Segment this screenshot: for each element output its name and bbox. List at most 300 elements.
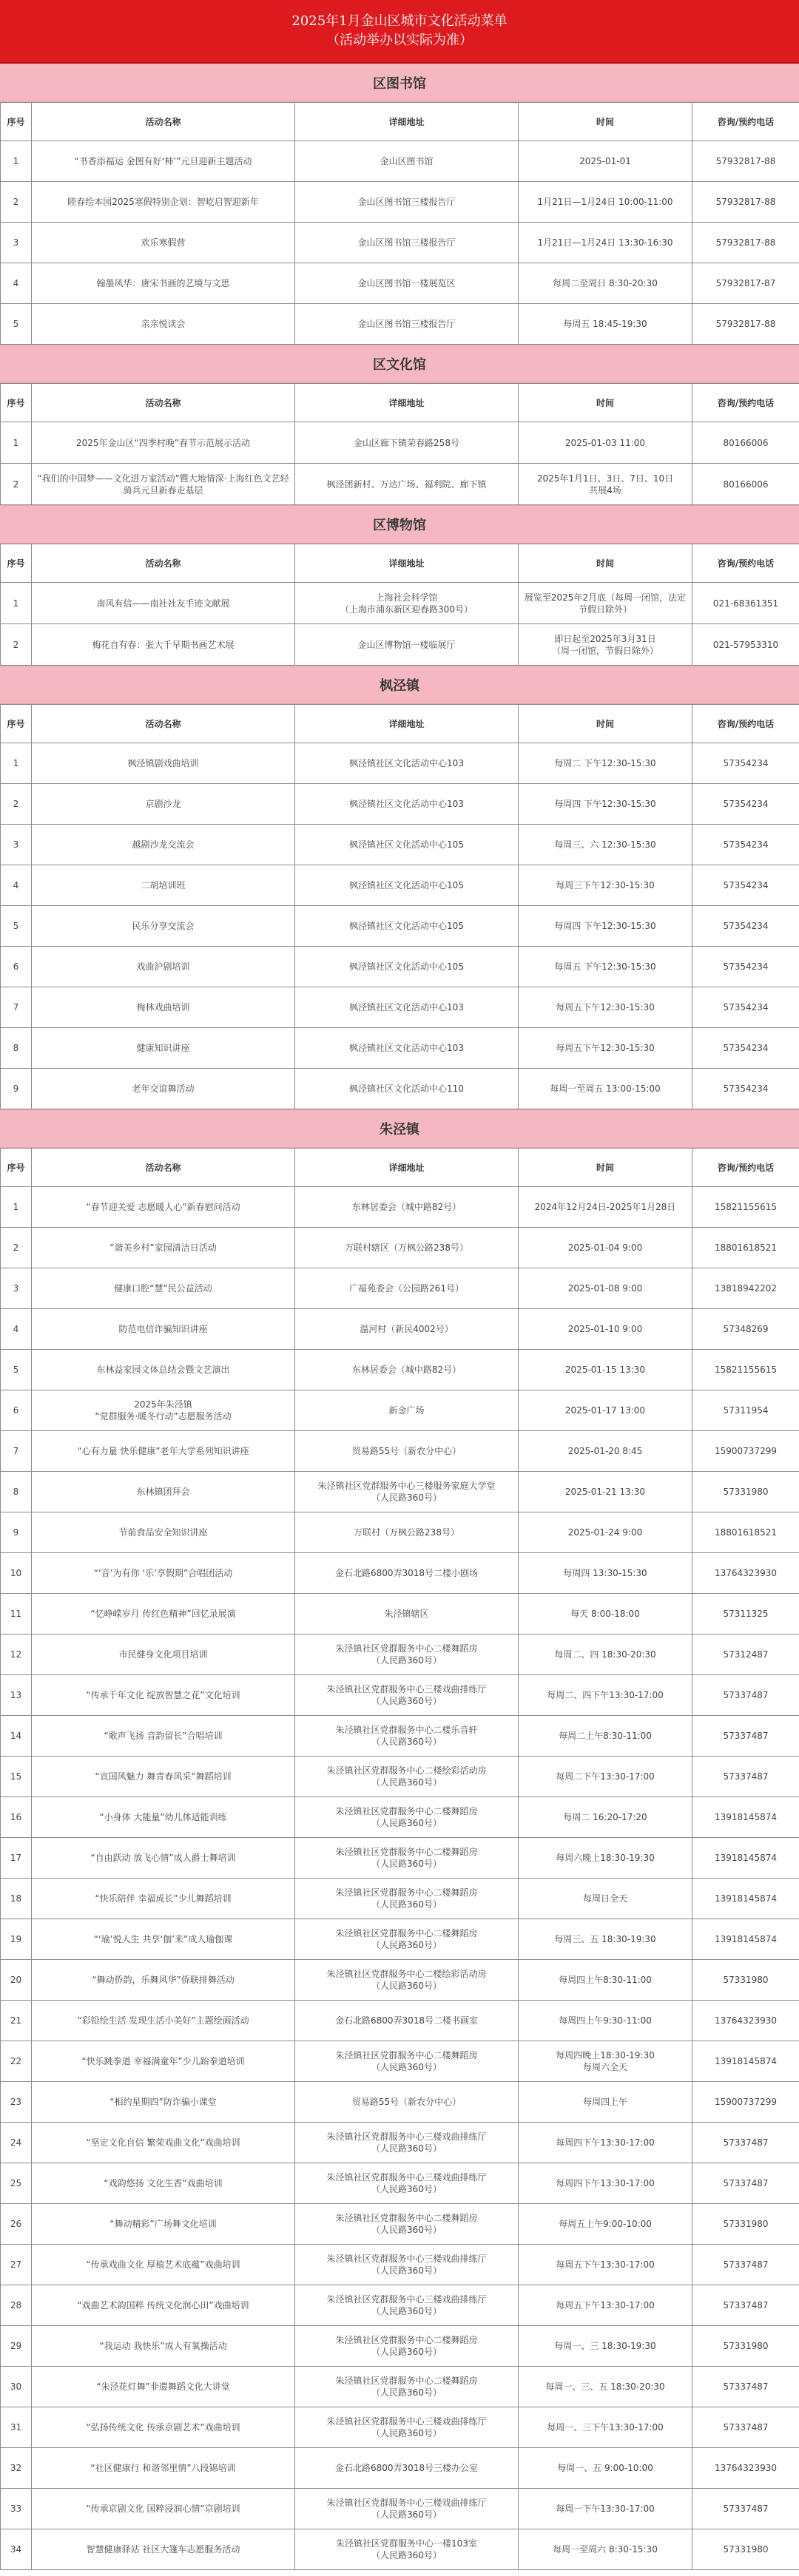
column-header-time: 时间 <box>519 103 692 141</box>
table-row <box>1 947 799 987</box>
cell-time: 每周一、五 9:00-10:00 <box>519 2448 692 2489</box>
column-header-address: 详细地址 <box>295 384 519 422</box>
cell-phone[interactable]: 57354234 <box>692 947 799 987</box>
column-header-seq: 序号 <box>1 705 32 743</box>
cell-time: 2025年1月1日、3日、7日、10日 共展4场 <box>519 464 692 505</box>
cell-time: 每周二 16:20-17:20 <box>519 1797 692 1838</box>
cell-phone[interactable]: 13764323930 <box>692 2448 799 2489</box>
column-header-time: 时间 <box>519 1149 692 1187</box>
cell-address: 金山区图书馆三楼报告厅 <box>295 223 519 263</box>
cell-phone[interactable]: 15900737299 <box>692 2082 799 2123</box>
cell-time: 每周四上午8:30-11:00 <box>519 1960 692 2001</box>
column-header-seq: 序号 <box>1 544 32 583</box>
cell-address: 朱泾镇社区党群服务中心二楼舞蹈房 （人民路360号） <box>295 2041 519 2082</box>
section-heading: 朱泾镇 <box>0 1109 799 1148</box>
table-row <box>1 1431 799 1472</box>
cell-time: 每周二下午13:30-17:00 <box>519 1757 692 1797</box>
cell-time: 每周五 下午12:30-15:30 <box>519 947 692 987</box>
table-row <box>1 2082 799 2123</box>
cell-seq: 29 <box>1 2326 32 2367</box>
cell-address: 枫泾镇社区文化活动中心103 <box>295 784 519 825</box>
table-row <box>1 1512 799 1553</box>
cell-seq: 5 <box>1 1350 32 1390</box>
table-row <box>1 1350 799 1390</box>
cell-phone[interactable]: 57932817-88 <box>692 141 799 182</box>
cell-phone[interactable]: 57354234 <box>692 1069 799 1109</box>
cell-time: 每周二上午8:30-11:00 <box>519 1716 692 1757</box>
cell-time: 2025-01-20 8:45 <box>519 1431 692 1472</box>
section-heading: 枫泾镇 <box>0 666 799 704</box>
cell-phone[interactable]: 15821155615 <box>692 1350 799 1390</box>
table-row <box>1 304 799 345</box>
cell-seq: 34 <box>1 2529 32 2570</box>
cell-phone[interactable]: 57354234 <box>692 825 799 865</box>
cell-time: 每周一、三、五 18:30-20:30 <box>519 2367 692 2407</box>
column-header-seq: 序号 <box>1 384 32 422</box>
cell-phone[interactable]: 021-57953310 <box>692 624 799 666</box>
cell-name: “传承千年文化 绽放智慧之花”文化培训 <box>32 1675 295 1716</box>
table-row <box>1 784 799 825</box>
column-header-name: 活动名称 <box>32 384 295 422</box>
column-header-name: 活动名称 <box>32 544 295 583</box>
cell-name: “舞动精彩”广场舞文化培训 <box>32 2204 295 2245</box>
cell-seq: 9 <box>1 1512 32 1553</box>
cell-phone[interactable]: 13918145874 <box>692 1879 799 1919</box>
cell-phone[interactable]: 57337487 <box>692 1716 799 1757</box>
table-row <box>1 2245 799 2285</box>
cell-name: “春节迎关爱 志愿暖人心”新春慰问活动 <box>32 1187 295 1228</box>
cell-address: 东林居委会（城中路82号） <box>295 1350 519 1390</box>
cell-address: 朱泾镇社区党群服务中心二楼舞蹈房 （人民路360号） <box>295 2326 519 2367</box>
cell-phone[interactable]: 18801618521 <box>692 1228 799 1268</box>
table-header-row <box>1 705 799 743</box>
cell-seq: 3 <box>1 1268 32 1309</box>
cell-phone[interactable]: 57337487 <box>692 2123 799 2163</box>
section-heading: 区图书馆 <box>0 64 799 102</box>
cell-name: “相约星期四”防诈骗小课堂 <box>32 2082 295 2123</box>
table-header-row <box>1 384 799 422</box>
cell-name: 亲亲悦读会 <box>32 304 295 345</box>
cell-phone[interactable]: 57354234 <box>692 906 799 947</box>
cell-seq: 2 <box>1 624 32 666</box>
cell-seq: 26 <box>1 2204 32 2245</box>
cell-name: “社区健康行 和谐邻里情”八段锦培训 <box>32 2448 295 2489</box>
cell-phone[interactable]: 57337487 <box>692 2163 799 2204</box>
table-row <box>1 2529 799 2570</box>
table-row <box>1 2367 799 2407</box>
cell-address: 朱泾镇社区党群服务中心一楼103室 （人民路360号） <box>295 2529 519 2570</box>
cell-address: 朱泾镇社区党群服务中心二楼绘彩活动房 （人民路360号） <box>295 1757 519 1797</box>
cell-time: 每周四 下午12:30-15:30 <box>519 784 692 825</box>
cell-name: “弘扬传统文化 传承京剧艺术”戏曲培训 <box>32 2407 295 2448</box>
cell-time: 每周二至周日 8:30-20:30 <box>519 263 692 304</box>
cell-address: 金山区图书馆一楼展览区 <box>295 263 519 304</box>
cell-time: 每周二 下午12:30-15:30 <box>519 743 692 784</box>
cell-seq: 3 <box>1 223 32 263</box>
cell-address: 朱泾镇社区党群服务中心三楼戏曲排练厅 （人民路360号） <box>295 2123 519 2163</box>
column-header-phone: 咨询/预约电话 <box>692 705 799 743</box>
cell-time: 2024年12月24日-2025年1月28日 <box>519 1187 692 1228</box>
cell-name: 欢乐寒假营 <box>32 223 295 263</box>
cell-seq: 14 <box>1 1716 32 1757</box>
cell-name: “舞动侨韵，乐舞风华”侨联排舞活动 <box>32 1960 295 2001</box>
cell-seq: 1 <box>1 583 32 624</box>
table-row <box>1 583 799 624</box>
cell-phone[interactable]: 57337487 <box>692 1675 799 1716</box>
cell-address: 朱泾镇社区党群服务中心三楼戏曲排练厅 （人民路360号） <box>295 2245 519 2285</box>
cell-address: 枫泾镇社区文化活动中心103 <box>295 1028 519 1069</box>
table-row <box>1 2001 799 2041</box>
cell-phone[interactable]: 80166006 <box>692 422 799 464</box>
cell-seq: 21 <box>1 2001 32 2041</box>
cell-time: 2025-01-01 <box>519 141 692 182</box>
cell-phone[interactable]: 57932817-87 <box>692 263 799 304</box>
cell-name: “书香添福运 金图有好‘柿’”元旦迎新主题活动 <box>32 141 295 182</box>
table-row <box>1 624 799 666</box>
cell-name: “传承京剧文化 国粹浸润心情”京剧培训 <box>32 2489 295 2529</box>
cell-phone[interactable]: 13918145874 <box>692 2041 799 2082</box>
cell-seq: 4 <box>1 1309 32 1350</box>
cell-address: 金山区图书馆三楼报告厅 <box>295 304 519 345</box>
table-row <box>1 2407 799 2448</box>
cell-address: 朱泾镇辖区 <box>295 1594 519 1634</box>
cell-phone[interactable]: 57932817-88 <box>692 304 799 345</box>
cell-phone[interactable]: 57337487 <box>692 2285 799 2326</box>
cell-phone[interactable]: 18801618521 <box>692 1512 799 1553</box>
cell-phone[interactable]: 57354234 <box>692 987 799 1028</box>
cell-address: 贸易路55号（新农分中心） <box>295 1431 519 1472</box>
cell-phone[interactable]: 13764323930 <box>692 2001 799 2041</box>
cell-time: 每周四下午13:30-17:00 <box>519 2123 692 2163</box>
cell-address: 朱泾镇社区党群服务中心三楼戏曲排练厅 （人民路360号） <box>295 2489 519 2529</box>
cell-name: “快乐陪伴 幸福成长”少儿舞蹈培训 <box>32 1879 295 1919</box>
cell-time: 每周四上午 <box>519 2082 692 2123</box>
column-header-address: 详细地址 <box>295 103 519 141</box>
cell-address: 朱泾镇社区党群服务中心二楼舞蹈房 （人民路360号） <box>295 1879 519 1919</box>
cell-seq: 28 <box>1 2285 32 2326</box>
table-row <box>1 2326 799 2367</box>
cell-name: “快乐跳拳道 幸福满童年”少儿跆拳道培训 <box>32 2041 295 2082</box>
cell-phone[interactable]: 57311954 <box>692 1390 799 1431</box>
cell-seq: 25 <box>1 2163 32 2204</box>
cell-address: 朱泾镇社区党群服务中心三楼戏曲排练厅 （人民路360号） <box>295 2285 519 2326</box>
cell-time: 每周四晚上18:30-19:30 每周六全天 <box>519 2041 692 2082</box>
cell-phone[interactable]: 57331980 <box>692 1472 799 1512</box>
cell-address: 枫泾镇社区文化活动中心103 <box>295 987 519 1028</box>
cell-phone[interactable]: 13818942202 <box>692 1268 799 1309</box>
cell-time: 每周四上午9:30-11:00 <box>519 2001 692 2041</box>
cell-name: 南风有信——南社社友手迹文献展 <box>32 583 295 624</box>
table-row <box>1 2489 799 2529</box>
cell-seq: 2 <box>1 1228 32 1268</box>
cell-address: 枫泾镇社区文化活动中心105 <box>295 947 519 987</box>
cell-seq: 9 <box>1 1069 32 1109</box>
cell-name: “我们的中国梦——文化进万家活动”暨大地情深·上海红色文艺轻骑兵元旦新春走基层 <box>32 464 295 505</box>
cell-phone[interactable]: 57354234 <box>692 743 799 784</box>
cell-seq: 1 <box>1 422 32 464</box>
cell-address: 朱泾镇社区党群服务中心三楼戏曲排练厅 （人民路360号） <box>295 1675 519 1716</box>
table-row <box>1 1553 799 1594</box>
cell-address: 枫泾镇社区文化活动中心103 <box>295 743 519 784</box>
column-header-address: 详细地址 <box>295 705 519 743</box>
cell-seq: 2 <box>1 182 32 223</box>
cell-seq: 19 <box>1 1919 32 1960</box>
cell-time: 每周六晚上18:30-19:30 <box>519 1838 692 1879</box>
cell-time: 1月21日—1月24日 13:30-16:30 <box>519 223 692 263</box>
cell-phone[interactable]: 15900737299 <box>692 1431 799 1472</box>
cell-phone[interactable]: 57331980 <box>692 2529 799 2570</box>
cell-seq: 6 <box>1 947 32 987</box>
cell-seq: 6 <box>1 1390 32 1431</box>
cell-seq: 27 <box>1 2245 32 2285</box>
cell-seq: 22 <box>1 2041 32 2082</box>
table-row <box>1 422 799 464</box>
cell-name: 智慧健康驿站 社区大篷车志愿服务活动 <box>32 2529 295 2570</box>
table-row <box>1 1919 799 1960</box>
cell-phone[interactable]: 57354234 <box>692 865 799 906</box>
cell-address: 朱泾镇社区党群服务中心二楼舞蹈房 （人民路360号） <box>295 2367 519 2407</box>
cell-address: 新金广场 <box>295 1390 519 1431</box>
cell-phone[interactable]: 57337487 <box>692 2367 799 2407</box>
cell-name: 老年交谊舞活动 <box>32 1069 295 1109</box>
column-header-address: 详细地址 <box>295 544 519 583</box>
table-row <box>1 1675 799 1716</box>
cell-address: 朱泾镇社区党群服务中心二楼舞蹈房 （人民路360号） <box>295 1919 519 1960</box>
cell-name: “自由跃动 放飞心情”成人爵士舞培训 <box>32 1838 295 1879</box>
cell-name: “坚定文化自信 繁荣戏曲文化”戏曲培训 <box>32 2123 295 2163</box>
cell-name: 市民健身文化项目培训 <box>32 1634 295 1675</box>
cell-phone[interactable]: 57932817-88 <box>692 223 799 263</box>
table-row <box>1 1960 799 2001</box>
cell-name: “小身体 大能量”幼儿体适能训练 <box>32 1797 295 1838</box>
cell-address: 上海社会科学馆 （上海市浦东新区迎春路300号） <box>295 583 519 624</box>
cell-phone[interactable]: 57337487 <box>692 2489 799 2529</box>
cell-address: 金石北路6800弄3018号二楼小剧场 <box>295 1553 519 1594</box>
cell-time: 每周五下午13:30-17:00 <box>519 2245 692 2285</box>
section-table <box>0 704 799 1109</box>
cell-phone[interactable]: 13764323930 <box>692 1553 799 1594</box>
cell-address: 枫泾镇社区文化活动中心105 <box>295 906 519 947</box>
cell-name: 健康口腔“慧”民公益活动 <box>32 1268 295 1309</box>
cell-name: “谐美乡村”家园清洁日活动 <box>32 1228 295 1268</box>
cell-time: 每周四下午13:30-17:00 <box>519 2163 692 2204</box>
column-header-seq: 序号 <box>1 103 32 141</box>
cell-phone[interactable]: 57331980 <box>692 2326 799 2367</box>
cell-name: “戏曲艺术韵国粹 传统文化润心田”戏曲培训 <box>32 2285 295 2326</box>
cell-phone[interactable]: 13918145874 <box>692 1838 799 1879</box>
cell-seq: 30 <box>1 2367 32 2407</box>
table-row <box>1 1309 799 1350</box>
column-header-time: 时间 <box>519 544 692 583</box>
cell-time: 1月21日—1月24日 10:00-11:00 <box>519 182 692 223</box>
cell-name: 越剧沙龙交流会 <box>32 825 295 865</box>
cell-seq: 7 <box>1 987 32 1028</box>
cell-address: 万联村辖区（万枫公路238号） <box>295 1228 519 1268</box>
cell-phone[interactable]: 13918145874 <box>692 1919 799 1960</box>
cell-time: 2025-01-17 13:00 <box>519 1390 692 1431</box>
cell-seq: 4 <box>1 263 32 304</box>
table-row <box>1 825 799 865</box>
cell-seq: 18 <box>1 1879 32 1919</box>
cell-name: “歌声飞扬 音韵留长”合唱培训 <box>32 1716 295 1757</box>
cell-phone[interactable]: 57348269 <box>692 1309 799 1350</box>
table-row <box>1 1838 799 1879</box>
cell-seq: 8 <box>1 1028 32 1069</box>
cell-name: 2025年朱泾镇 “党群服务·暖冬行动”志愿服务活动 <box>32 1390 295 1431</box>
section-table <box>0 102 799 345</box>
section-heading: 区文化馆 <box>0 345 799 383</box>
column-header-phone: 咨询/预约电话 <box>692 1149 799 1187</box>
cell-address: 贸易路55号（新农分中心） <box>295 2082 519 2123</box>
document-title <box>0 0 799 64</box>
cell-seq: 33 <box>1 2489 32 2529</box>
cell-time: 每周一至周五 13:00-15:00 <box>519 1069 692 1109</box>
cell-address: 枫泾团新村、万达广场、福利院、廊下镇 <box>295 464 519 505</box>
cell-seq: 1 <box>1 743 32 784</box>
table-header-row <box>1 103 799 141</box>
cell-address: 朱泾镇社区党群服务中心二楼舞蹈房 （人民路360号） <box>295 1797 519 1838</box>
cell-phone[interactable]: 80166006 <box>692 464 799 505</box>
cell-name: “‘瑜’悦人生 共享‘伽’来”成人瑜伽课 <box>32 1919 295 1960</box>
cell-address: 东林居委会（城中路82号） <box>295 1187 519 1228</box>
cell-address: 枫泾镇社区文化活动中心105 <box>295 825 519 865</box>
cell-name: 2025年金山区“四季村晚”春节示范展示活动 <box>32 422 295 464</box>
table-header-row <box>1 1149 799 1187</box>
sections-container <box>0 64 799 2570</box>
cell-address: 金石北路6800弄3018号三楼办公室 <box>295 2448 519 2489</box>
cell-phone[interactable]: 13918145874 <box>692 1797 799 1838</box>
table-row <box>1 1797 799 1838</box>
cell-name: 睦春绘本园2025寒假特别企划：智屹启智迎新年 <box>32 182 295 223</box>
cell-name: 防范电信诈骗知识讲座 <box>32 1309 295 1350</box>
cell-time: 每周一至周六 8:30-15:30 <box>519 2529 692 2570</box>
column-header-time: 时间 <box>519 705 692 743</box>
cell-phone[interactable]: 57312487 <box>692 1634 799 1675</box>
cell-phone[interactable]: 57354234 <box>692 784 799 825</box>
cell-name: 京剧沙龙 <box>32 784 295 825</box>
cell-time: 每周五上午9:00-10:00 <box>519 2204 692 2245</box>
cell-time: 即日起至2025年3月31日 （周一闭馆，节假日除外） <box>519 624 692 666</box>
cell-seq: 15 <box>1 1757 32 1797</box>
cell-address: 朱泾镇社区党群服务中心二楼乐音轩 （人民路360号） <box>295 1716 519 1757</box>
cell-phone[interactable]: 57337487 <box>692 1757 799 1797</box>
cell-name: 东林镇团拜会 <box>32 1472 295 1512</box>
table-row <box>1 1069 799 1109</box>
cell-time: 2025-01-04 9:00 <box>519 1228 692 1268</box>
cell-address: 朱泾镇社区党群服务中心二楼绘彩活动房 （人民路360号） <box>295 1960 519 2001</box>
cell-phone[interactable]: 57932817-88 <box>692 182 799 223</box>
cell-name: 民乐分享交流会 <box>32 906 295 947</box>
cell-address: 温河村（新民4002号） <box>295 1309 519 1350</box>
table-header-row <box>1 544 799 583</box>
table-row <box>1 2041 799 2082</box>
cell-name: “宣国风魅力 舞青春风采”舞蹈培训 <box>32 1757 295 1797</box>
cell-seq: 1 <box>1 1187 32 1228</box>
cell-phone[interactable]: 57331980 <box>692 1960 799 2001</box>
cell-phone[interactable]: 15821155615 <box>692 1187 799 1228</box>
cell-time: 每周二、四 18:30-20:30 <box>519 1634 692 1675</box>
title-line-1: 2025年1月金山区城市文化活动菜单 <box>291 13 508 29</box>
table-row <box>1 906 799 947</box>
section-table <box>0 383 799 505</box>
cell-phone[interactable]: 57354234 <box>692 1028 799 1069</box>
column-header-seq: 序号 <box>1 1149 32 1187</box>
cell-time: 每周五 18:45-19:30 <box>519 304 692 345</box>
cell-name: 翰墨风华：唐宋书画的艺境与文思 <box>32 263 295 304</box>
cell-name: 梅花自有春：张大千早期书画艺术展 <box>32 624 295 666</box>
column-header-phone: 咨询/预约电话 <box>692 103 799 141</box>
table-row <box>1 1228 799 1268</box>
table-row <box>1 1028 799 1069</box>
table-row <box>1 1187 799 1228</box>
cell-seq: 20 <box>1 1960 32 2001</box>
table-row <box>1 1634 799 1675</box>
cell-address: 金山区博物馆一楼临展厅 <box>295 624 519 666</box>
cell-time: 2025-01-03 11:00 <box>519 422 692 464</box>
table-row <box>1 1472 799 1512</box>
cell-seq: 8 <box>1 1472 32 1512</box>
cell-seq: 2 <box>1 784 32 825</box>
section-table <box>0 544 799 666</box>
cell-name: “彩铅绘生活 发现生活小美好”主题绘画活动 <box>32 2001 295 2041</box>
cell-name: 梅林戏曲培训 <box>32 987 295 1028</box>
cell-address: 朱泾镇社区党群服务中心三楼戏曲排练厅 （人民路360号） <box>295 2407 519 2448</box>
cell-phone[interactable]: 57337487 <box>692 2407 799 2448</box>
cell-name: 东林益家园文体总结会暨文艺演出 <box>32 1350 295 1390</box>
table-row <box>1 1716 799 1757</box>
cell-phone[interactable]: 57337487 <box>692 2245 799 2285</box>
cell-name: 枫泾镇剧戏曲培训 <box>32 743 295 784</box>
table-row <box>1 743 799 784</box>
cell-phone[interactable]: 021-68361351 <box>692 583 799 624</box>
cell-time: 每周二、四下午13:30-17:00 <box>519 1675 692 1716</box>
cell-seq: 11 <box>1 1594 32 1634</box>
cell-seq: 32 <box>1 2448 32 2489</box>
cell-seq: 1 <box>1 141 32 182</box>
cell-name: “‘音’为有你 ‘乐’享假期”合唱团活动 <box>32 1553 295 1594</box>
cell-time: 每周四 下午12:30-15:30 <box>519 906 692 947</box>
cell-seq: 3 <box>1 825 32 865</box>
table-row <box>1 1757 799 1797</box>
cell-seq: 17 <box>1 1838 32 1879</box>
cell-seq: 16 <box>1 1797 32 1838</box>
cell-time: 展览至2025年2月底（每周一闭馆，法定节假日除外） <box>519 583 692 624</box>
cell-phone[interactable]: 57311325 <box>692 1594 799 1634</box>
cell-time: 每周五下午12:30-15:30 <box>519 987 692 1028</box>
cell-time: 每周一、三 18:30-19:30 <box>519 2326 692 2367</box>
section-heading: 区博物馆 <box>0 505 799 544</box>
cell-address: 金山区图书馆三楼报告厅 <box>295 182 519 223</box>
cell-time: 每天 8:00-18:00 <box>519 1594 692 1634</box>
cell-name: “朱泾花灯舞”非遗舞蹈文化大讲堂 <box>32 2367 295 2407</box>
cell-time: 每周三、五 18:30-19:30 <box>519 1919 692 1960</box>
cell-address: 枫泾镇社区文化活动中心110 <box>295 1069 519 1109</box>
title-line-2: （活动举办以实际为准） <box>326 33 473 48</box>
cell-seq: 4 <box>1 865 32 906</box>
section-table <box>0 1148 799 2570</box>
table-row <box>1 464 799 505</box>
table-row <box>1 223 799 263</box>
cell-time: 2025-01-10 9:00 <box>519 1309 692 1350</box>
cell-address: 朱泾镇社区党群服务中心三楼戏曲排练厅 （人民路360号） <box>295 2163 519 2204</box>
column-header-phone: 咨询/预约电话 <box>692 384 799 422</box>
cell-name: “心有力量 快乐健康”老年大学系列知识讲座 <box>32 1431 295 1472</box>
table-row <box>1 1390 799 1431</box>
table-row <box>1 263 799 304</box>
cell-time: 每周四 13:30-15:30 <box>519 1553 692 1594</box>
cell-name: “传承戏曲文化 厚植艺术底蕴”戏曲培训 <box>32 2245 295 2285</box>
cell-phone[interactable]: 57331980 <box>692 2204 799 2245</box>
